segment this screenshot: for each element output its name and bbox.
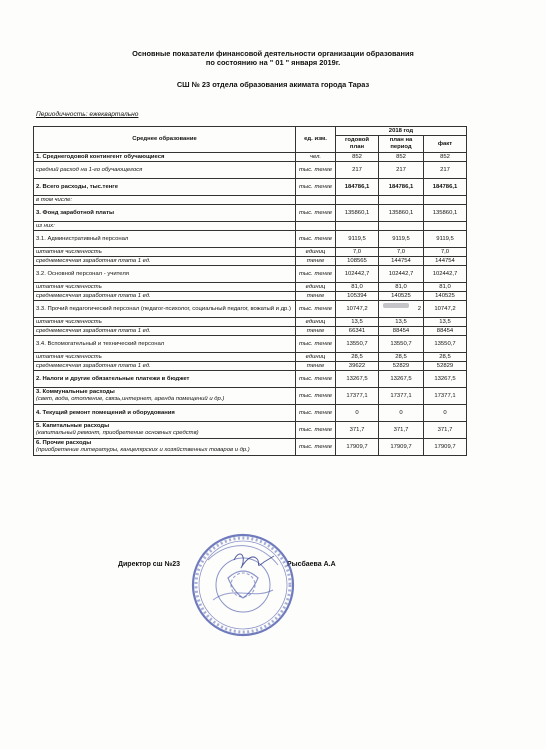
row-plan-period: 28,5 [379,353,424,362]
row-unit: тыс. тенге [296,179,336,196]
row-plan-year: 108565 [336,257,379,266]
row-plan-year: 217 [336,162,379,179]
organization-name: СШ № 23 отдела образования акимата города Тараз [176,80,370,89]
row-plan-year: 66341 [336,327,379,336]
row-unit: единиц [296,283,336,292]
row-fact: 88454 [424,327,467,336]
row-unit: тыс. тенге [296,388,336,405]
row-plan-period: 81,0 [379,283,424,292]
row-unit: единиц [296,248,336,257]
row-name: штатная численность [34,353,296,362]
row-fact: 135860,1 [424,205,467,222]
row-unit: тенге [296,292,336,301]
row-name: 2. Налоги и другие обязательные платежи в бюджет [34,371,296,388]
row-name: штатная численность [34,248,296,257]
row-fact: 13267,5 [424,371,467,388]
row-plan-period: 17909,7 [379,439,424,456]
row-fact: 7,0 [424,248,467,257]
table-body [34,153,467,456]
row-plan-period: 0 [379,405,424,422]
row-fact: 17377,1 [424,388,467,405]
row-plan-period: 852 [379,153,424,162]
row-fact: 13550,7 [424,336,467,353]
director-name: Рысбаева А.А [287,561,336,568]
row-plan-period: 88454 [379,327,424,336]
row-plan-year: 852 [336,153,379,162]
row-plan-year: 105394 [336,292,379,301]
row-plan-year: 371,7 [336,422,379,439]
row-fact: 852 [424,153,467,162]
row-unit: тыс. тенге [296,439,336,456]
table-row [34,301,467,318]
row-unit: тенге [296,257,336,266]
row-name: среднемесячная заработная плата 1 ед. [34,362,296,371]
row-name: 4. Текущий ремонт помещений и оборудования [34,405,296,422]
table-row [34,318,467,327]
row-unit: тенге [296,327,336,336]
table-row [34,257,467,266]
row-plan-year: 17909,7 [336,439,379,456]
row-plan-period: 52829 [379,362,424,371]
header-plan-year: годовой план [336,136,379,153]
row-plan-period: 102442,7 [379,266,424,283]
row-fact: 52829 [424,362,467,371]
row-name: 1. Среднегодовой контингент обучающиеся [34,153,296,162]
header-year: 2018 год [336,127,467,136]
row-name: 3.3. Прочий педагогический персонал (педагог-психолог, социальный педагог, вожатый и др.) [34,301,296,318]
row-plan-year [336,222,379,231]
table-row [34,388,467,405]
row-unit: тыс. тенге [296,162,336,179]
table-row [34,248,467,257]
row-fact: 371,7 [424,422,467,439]
table-row [34,162,467,179]
row-name: 3. Коммунальные расходы (свет, вода, отопление, связь,интернет, аренда помещений и др.) [34,388,296,405]
header-fact: факт [424,136,467,153]
row-plan-period [379,222,424,231]
row-fact [424,196,467,205]
report-date: по состоянию на " 01 " января 2019г. [205,58,341,67]
row-plan-year: 135860,1 [336,205,379,222]
table-row [34,371,467,388]
header-plan-period: план на период [379,136,424,153]
table-row [34,439,467,456]
row-unit: тыс. тенге [296,422,336,439]
row-name: в том числе: [34,196,296,205]
row-plan-year: 102442,7 [336,266,379,283]
row-unit: единиц [296,318,336,327]
row-plan-year: 9119,5 [336,231,379,248]
row-plan-year: 10747,2 [336,301,379,318]
row-plan-period: 144754 [379,257,424,266]
row-plan-year: 184786,1 [336,179,379,196]
row-plan-year: 81,0 [336,283,379,292]
table-row [34,422,467,439]
row-unit [296,196,336,205]
row-plan-period [379,196,424,205]
row-name: штатная численность [34,283,296,292]
row-name: 3.2. Основной персонал - учителя [34,266,296,283]
table-row [34,196,467,205]
row-plan-period: 13,5 [379,318,424,327]
row-name: 5. Капитальные расходы (капитальный ремонт, приобретение основных средств) [34,422,296,439]
row-fact: 184786,1 [424,179,467,196]
table-row [34,179,467,196]
financial-indicators-table [33,126,467,456]
periodicity-label: Периодичность: ежеквартально [36,111,139,118]
row-plan-period: 9119,5 [379,231,424,248]
header-unit: ед. изм. [296,127,336,153]
row-plan-period: 17377,1 [379,388,424,405]
row-plan-year: 7,0 [336,248,379,257]
row-name: 3. Фонд заработной платы [34,205,296,222]
table-row [34,362,467,371]
row-plan-period: 2 [379,301,424,318]
row-plan-year: 13550,7 [336,336,379,353]
row-fact: 13,5 [424,318,467,327]
row-name: штатная численность [34,318,296,327]
row-plan-year: 0 [336,405,379,422]
row-name: среднемесячная заработная плата 1 ед. [34,327,296,336]
table-row [34,231,467,248]
row-plan-period: 13550,7 [379,336,424,353]
row-name: 2. Всего расходы, тыс.тенге [34,179,296,196]
row-unit: тыс. тенге [296,336,336,353]
row-fact [424,222,467,231]
row-fact: 217 [424,162,467,179]
row-unit: тыс. тенге [296,231,336,248]
table-row [34,283,467,292]
row-unit: чел. [296,153,336,162]
table-row [34,222,467,231]
row-fact: 0 [424,405,467,422]
row-unit: тыс. тенге [296,301,336,318]
row-name: 6. Прочие расходы (приобретение литературы, канцелярских и хозяйственных товаров и др.) [34,439,296,456]
row-fact: 144754 [424,257,467,266]
table-row [34,327,467,336]
table-row [34,266,467,283]
row-fact: 28,5 [424,353,467,362]
row-plan-period: 217 [379,162,424,179]
table-row [34,205,467,222]
row-unit: тыс. тенге [296,371,336,388]
row-fact: 17909,7 [424,439,467,456]
row-plan-period: 135860,1 [379,205,424,222]
row-unit: тенге [296,362,336,371]
row-name: среднемесячная заработная плата 1 ед. [34,257,296,266]
row-plan-period: 13267,5 [379,371,424,388]
table-row [34,353,467,362]
row-plan-year [336,196,379,205]
row-unit [296,222,336,231]
row-name: средний расход на 1-го обучающегося [34,162,296,179]
row-plan-period: 140525 [379,292,424,301]
official-stamp [188,530,298,640]
director-title: Директор сш №23 [118,561,181,568]
row-fact: 9119,5 [424,231,467,248]
row-plan-period: 7,0 [379,248,424,257]
row-name: 3.1. Административный персонал [34,231,296,248]
row-unit: тыс. тенге [296,405,336,422]
row-unit: тыс. тенге [296,266,336,283]
smudge-mark [383,303,409,308]
row-fact: 140525 [424,292,467,301]
table-row [34,336,467,353]
row-plan-period: 184786,1 [379,179,424,196]
table-row [34,292,467,301]
row-fact: 102442,7 [424,266,467,283]
row-name: из них: [34,222,296,231]
header-name: Среднее образование [34,127,296,153]
row-unit: тыс. тенге [296,205,336,222]
row-unit: единиц [296,353,336,362]
row-plan-year: 13267,5 [336,371,379,388]
row-plan-year: 13,5 [336,318,379,327]
table-row [34,405,467,422]
row-fact: 10747,2 [424,301,467,318]
row-name: 3.4. Вспомогательный и технический персонал [34,336,296,353]
table-row [34,153,467,162]
row-plan-year: 28,5 [336,353,379,362]
row-plan-year: 39622 [336,362,379,371]
report-title: Основные показатели финансовой деятельности организации образования [132,49,414,58]
row-plan-year: 17377,1 [336,388,379,405]
row-fact: 81,0 [424,283,467,292]
row-name: среднемесячная заработная плата 1 ед. [34,292,296,301]
row-plan-period: 371,7 [379,422,424,439]
